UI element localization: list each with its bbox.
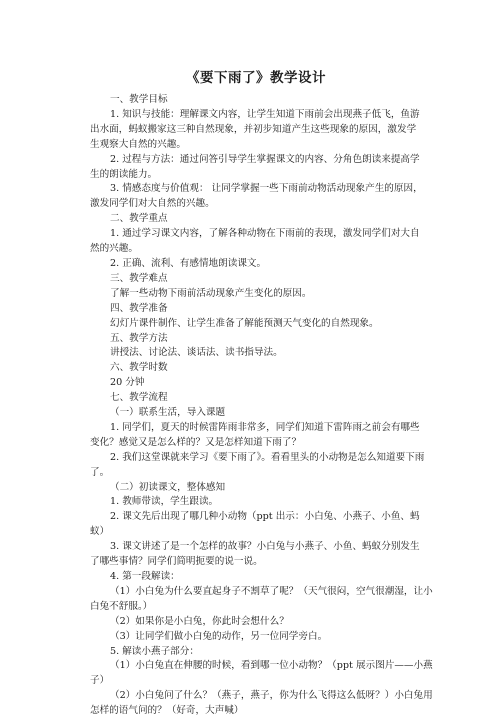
text-line: 5. 解读小燕子部分： [110,645,199,657]
text-line: 3. 情感态度与价值观： 让同学掌握一些下雨前动物活动现象产生的原因， [110,183,423,195]
text-line: 2. 我们这堂课就来学习《要下雨了》。看看里头的小动物是怎么知道要下雨 [110,451,425,463]
text-line: 一、教学目标 [110,94,168,105]
text-line: 20 分钟 [110,377,145,389]
text-line: 3. 课文讲述了是一个怎样的故事？小白兔与小燕子、小鱼、蚂蚁分别发生 [110,541,420,553]
text-line: 1. 知识与技能：理解课文内容，让学生知道下雨前会出现燕子低飞，鱼游 [110,108,420,120]
text-line: 六、教学时数 [110,362,168,374]
text-line: 了。 [90,466,110,478]
text-line: 蚁） [90,526,110,538]
text-line: （1）小白兔直在伸腰的时候，看到哪一位小动物？（ppt 展示图片——小燕 [110,660,433,672]
text-line: （一）联系生活，导入课题 [110,407,226,419]
text-line: 怎样的语气问的？（好奇，大声喊） [90,705,244,717]
text-line: （1）小白兔为什么要直起身子不割草了呢？（天气很闷，空气很潮湿，让小 [110,585,433,597]
text-line: （2）如果你是小白兔，你此时会想什么？ [110,615,289,627]
text-line: 1. 同学们，夏天的时候雷阵雨非常多，同学们知道下雷阵雨之前会有哪些 [110,421,420,433]
text-line: 了解一些动物下雨前活动现象产生变化的原因。 [110,287,312,299]
text-line: 2. 过程与方法：通过问答引导学生掌握课文的内容、分角色朗读来提高学 [110,153,420,165]
text-line: （2）小白兔问了什么？（燕子，燕子，你为什么飞得这么低呀？）小白兔用 [110,690,433,702]
text-line: 二、教学重点 [110,213,168,225]
text-line: 三、教学难点 [110,272,168,284]
text-line: 五、教学方法 [110,332,168,344]
text-line: 讲授法、讨论法、谈话法、读书指导法。 [110,347,283,359]
text-line: 1. 教师带读，学生跟读。 [110,496,219,508]
text-line: 了哪些事情？同学们简明扼要的说一说。 [90,556,263,568]
text-line: 4. 第一段解读： [110,571,180,582]
document-body [90,93,433,719]
text-line: 2. 正确、流利、有感情地朗读课文。 [110,257,267,269]
text-line: 白兔不舒服。） [90,600,153,612]
text-line: （3）让同学们做小白兔的动作，另一位同学旁白。 [110,630,328,642]
text-line: 1. 通过学习课文内容，了解各种动物在下雨前的表现，激发同学们对大自 [110,228,420,240]
document-title: 《要下雨了》教学设计 [186,70,326,86]
text-line: 出水面，蚂蚁搬家这三种自然现象，并初步知道产生这些现象的原因，激发学 [90,123,417,135]
text-line: 变化？感觉又是怎么样的？又是怎样知道下雨了？ [90,436,302,448]
text-line: 激发同学们对大自然的兴趣。 [90,198,215,210]
text-line: 幻灯片课件制作、让学生准备了解能预测天气变化的自然现象。 [110,317,379,329]
text-line: 生观察大自然的兴趣。 [90,138,186,150]
text-line: 生的朗读能力。 [90,168,158,180]
text-line: 四、教学准备 [110,302,168,314]
text-line: 子） [90,675,110,687]
text-line: （二）初读课文，整体感知 [110,481,226,493]
text-line: 然的兴趣。 [90,243,138,255]
text-line: 七、教学流程 [110,392,168,404]
text-line: 2. 课文先后出现了哪几种小动物（ppt 出示：小白兔、小燕子、小鱼、蚂 [110,511,420,523]
